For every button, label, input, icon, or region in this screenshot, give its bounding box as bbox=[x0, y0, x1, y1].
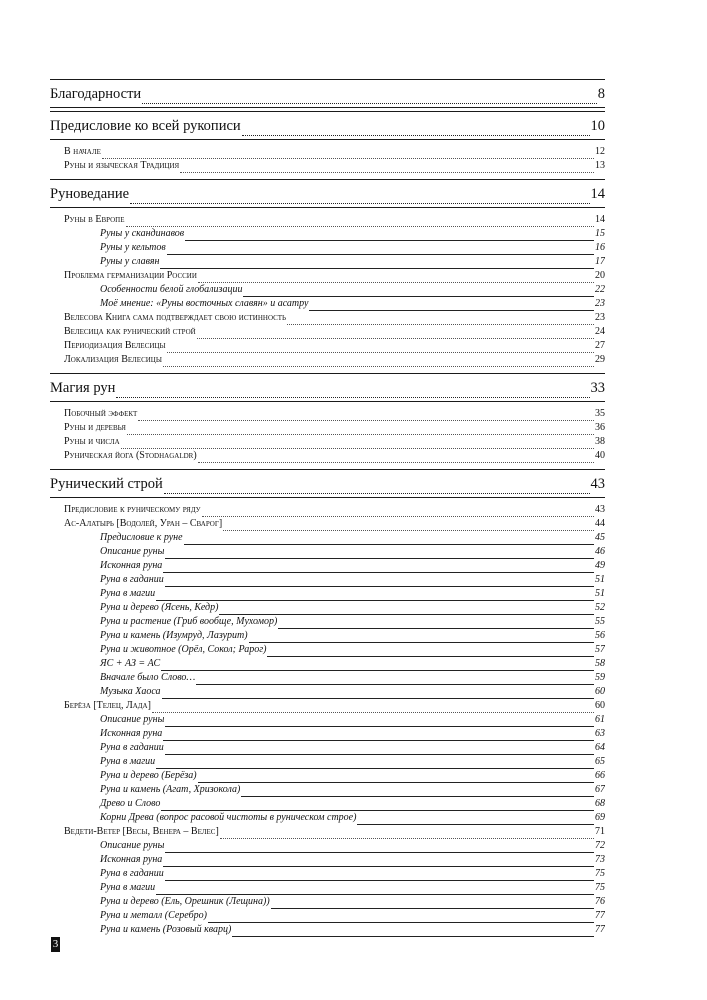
entry-title: Древо и Слово bbox=[100, 798, 161, 809]
dot-leader bbox=[167, 244, 594, 255]
entry-title: Рунический строй bbox=[50, 476, 163, 492]
toc-subsection-entry[interactable] bbox=[50, 559, 605, 573]
entry-page-number: 22 bbox=[595, 284, 605, 295]
toc-section-entry[interactable] bbox=[50, 213, 605, 227]
toc-section-entry[interactable] bbox=[50, 407, 605, 421]
entry-title: Музыка Хаоса bbox=[100, 686, 161, 697]
entry-page-number: 15 bbox=[595, 228, 605, 239]
entry-page-number: 55 bbox=[595, 616, 605, 627]
entry-page-number: 10 bbox=[590, 118, 605, 134]
dot-leader bbox=[208, 912, 594, 923]
dot-leader bbox=[163, 562, 594, 573]
entry-page-number: 27 bbox=[595, 340, 605, 351]
entry-page-number: 33 bbox=[590, 380, 605, 396]
entry-title: Особенности белой глобализации bbox=[100, 284, 243, 295]
dot-leader bbox=[202, 506, 594, 517]
entry-page-number: 61 bbox=[595, 714, 605, 725]
entry-page-number: 77 bbox=[595, 910, 605, 921]
entry-page-number: 8 bbox=[597, 86, 605, 102]
entry-page-number: 24 bbox=[595, 326, 605, 337]
dot-leader bbox=[167, 342, 594, 353]
entry-title: Велесица как рунический строй bbox=[64, 326, 196, 337]
toc-subsection-entry[interactable] bbox=[50, 573, 605, 587]
dot-leader bbox=[185, 230, 594, 241]
entry-title: Руна и животное (Орёл, Сокол; Рарог) bbox=[100, 644, 267, 655]
toc-subsection-entry[interactable] bbox=[50, 297, 605, 311]
entry-title: Проблема германизации России bbox=[64, 270, 197, 281]
entry-title: Руноведание bbox=[50, 186, 130, 202]
toc-subsection-entry[interactable] bbox=[50, 895, 605, 909]
toc-subsection-entry[interactable] bbox=[50, 909, 605, 923]
toc-subsection-entry[interactable] bbox=[50, 671, 605, 685]
dot-leader bbox=[241, 786, 594, 797]
entry-title: Руна и растение (Гриб вообще, Мухомор) bbox=[100, 616, 278, 627]
entry-page-number: 58 bbox=[595, 658, 605, 669]
entry-page-number: 63 bbox=[595, 728, 605, 739]
entry-title: Руны у кельтов bbox=[100, 242, 166, 253]
toc-section-entry[interactable] bbox=[50, 825, 605, 839]
entry-page-number: 64 bbox=[595, 742, 605, 753]
dot-leader bbox=[142, 89, 597, 104]
entry-title: Руны у славян bbox=[100, 256, 160, 267]
entry-page-number: 16 bbox=[595, 242, 605, 253]
entry-title: Локализация Велесицы bbox=[64, 354, 162, 365]
dot-leader bbox=[287, 314, 594, 325]
entry-page-number: 75 bbox=[595, 868, 605, 879]
entry-page-number: 13 bbox=[595, 160, 605, 171]
toc-subsection-entry[interactable] bbox=[50, 783, 605, 797]
toc-chapter-entry[interactable] bbox=[50, 116, 605, 136]
entry-page-number: 73 bbox=[595, 854, 605, 865]
toc-section bbox=[50, 373, 605, 469]
dot-leader bbox=[121, 438, 594, 449]
toc-section-entry[interactable] bbox=[50, 269, 605, 283]
entry-page-number: 12 bbox=[595, 146, 605, 157]
entry-title: Руны и языческая Традиция bbox=[64, 160, 180, 171]
entry-page-number: 71 bbox=[595, 826, 605, 837]
entry-page-number: 68 bbox=[595, 798, 605, 809]
toc-subsection-entry[interactable] bbox=[50, 227, 605, 241]
toc-section bbox=[50, 469, 605, 943]
dot-leader bbox=[116, 383, 589, 398]
dot-leader bbox=[163, 856, 594, 867]
entry-page-number: 51 bbox=[595, 574, 605, 585]
dot-leader bbox=[161, 660, 594, 671]
toc-section-entry[interactable] bbox=[50, 517, 605, 531]
toc-section-entry[interactable] bbox=[50, 449, 605, 463]
dot-leader bbox=[165, 842, 594, 853]
entry-title: Исконная руна bbox=[100, 560, 163, 571]
entry-page-number: 56 bbox=[595, 630, 605, 641]
dot-leader bbox=[164, 479, 590, 494]
entry-page-number: 29 bbox=[595, 354, 605, 365]
entry-page-number: 36 bbox=[595, 422, 605, 433]
entry-title: Предисловие к руне bbox=[100, 532, 183, 543]
dot-leader bbox=[156, 590, 594, 601]
entry-page-number: 14 bbox=[590, 186, 605, 202]
entry-title: Руна и дерево (Берёза) bbox=[100, 770, 197, 781]
dot-leader bbox=[126, 216, 595, 227]
dot-leader bbox=[198, 272, 594, 283]
dot-leader bbox=[223, 520, 594, 531]
entry-title: Руны и числа bbox=[64, 436, 120, 447]
toc-section-entry[interactable] bbox=[50, 421, 605, 435]
entry-title: Побочный эффект bbox=[64, 408, 138, 419]
toc-chapter-entry[interactable] bbox=[50, 378, 605, 398]
entry-title: Берёза [Телец, Лада] bbox=[64, 700, 151, 711]
toc-subsection-entry[interactable] bbox=[50, 255, 605, 269]
entry-page-number: 66 bbox=[595, 770, 605, 781]
entry-page-number: 14 bbox=[595, 214, 605, 225]
dot-leader bbox=[198, 452, 594, 463]
dot-leader bbox=[165, 716, 594, 727]
toc-section-entry[interactable] bbox=[50, 699, 605, 713]
dot-leader bbox=[161, 800, 594, 811]
entry-title: Руна в гадании bbox=[100, 574, 164, 585]
entry-page-number: 75 bbox=[595, 882, 605, 893]
toc-subsection-entry[interactable] bbox=[50, 727, 605, 741]
dot-leader bbox=[232, 926, 594, 937]
entry-page-number: 43 bbox=[595, 504, 605, 515]
table-of-contents bbox=[50, 79, 605, 943]
toc-subsection-entry[interactable] bbox=[50, 629, 605, 643]
page-number: 3 bbox=[52, 938, 59, 950]
entry-page-number: 40 bbox=[595, 450, 605, 461]
toc-subsection-entry[interactable] bbox=[50, 769, 605, 783]
toc-section-entry[interactable] bbox=[50, 325, 605, 339]
entry-title: Руны и деревья bbox=[64, 422, 126, 433]
toc-subsection-entry[interactable] bbox=[50, 881, 605, 895]
entry-title: Руна и дерево (Ель, Орешник (Лещина)) bbox=[100, 896, 270, 907]
entry-title: Исконная руна bbox=[100, 854, 163, 865]
toc-section-entry[interactable] bbox=[50, 353, 605, 367]
toc-subsection-entry[interactable] bbox=[50, 811, 605, 825]
dot-leader bbox=[220, 828, 594, 839]
entry-page-number: 35 bbox=[595, 408, 605, 419]
dot-leader bbox=[163, 356, 594, 367]
dot-leader bbox=[165, 548, 594, 559]
dot-leader bbox=[198, 772, 594, 783]
entry-page-number: 38 bbox=[595, 436, 605, 447]
toc-subsection-entry[interactable] bbox=[50, 283, 605, 297]
toc-subsection-entry[interactable] bbox=[50, 685, 605, 699]
entry-title: Руна и камень (Изумруд, Лазурит) bbox=[100, 630, 248, 641]
entry-page-number: 20 bbox=[595, 270, 605, 281]
dot-leader bbox=[165, 576, 594, 587]
toc-section-entry[interactable] bbox=[50, 311, 605, 325]
entry-page-number: 57 bbox=[595, 644, 605, 655]
dot-leader bbox=[243, 286, 594, 297]
toc-section-entry[interactable] bbox=[50, 145, 605, 159]
entry-page-number: 17 bbox=[595, 256, 605, 267]
dot-leader bbox=[165, 744, 594, 755]
entry-page-number: 49 bbox=[595, 560, 605, 571]
toc-chapter-entry[interactable] bbox=[50, 474, 605, 494]
toc-subsection-entry[interactable] bbox=[50, 853, 605, 867]
dot-leader bbox=[196, 674, 594, 685]
dot-leader bbox=[152, 702, 594, 713]
entry-page-number: 60 bbox=[595, 700, 605, 711]
entry-title: Руна в магии bbox=[100, 882, 156, 893]
entry-title: ЯС + АЗ = АС bbox=[100, 658, 161, 669]
entry-page-number: 23 bbox=[595, 298, 605, 309]
entry-title: Описание руны bbox=[100, 714, 165, 725]
toc-subsection-entry[interactable] bbox=[50, 615, 605, 629]
toc-section bbox=[50, 111, 605, 179]
toc-chapter-entry[interactable] bbox=[50, 184, 605, 204]
dot-leader bbox=[156, 758, 594, 769]
toc-subsection-entry[interactable] bbox=[50, 923, 605, 937]
dot-leader bbox=[184, 534, 594, 545]
entry-title: Благодарности bbox=[50, 86, 142, 102]
entry-page-number: 59 bbox=[595, 672, 605, 683]
entry-page-number: 67 bbox=[595, 784, 605, 795]
dot-leader bbox=[309, 300, 594, 311]
entry-title: Предисловие к руническому ряду bbox=[64, 504, 201, 515]
toc-subsection-entry[interactable] bbox=[50, 531, 605, 545]
entry-page-number: 52 bbox=[595, 602, 605, 613]
entry-page-number: 77 bbox=[595, 924, 605, 935]
dot-leader bbox=[163, 730, 594, 741]
dot-leader bbox=[278, 618, 594, 629]
dot-leader bbox=[271, 898, 594, 909]
dot-leader bbox=[156, 884, 594, 895]
entry-title: Периодизация Велесицы bbox=[64, 340, 166, 351]
entry-title: Руна в гадании bbox=[100, 742, 164, 753]
entry-title: Магия рун bbox=[50, 380, 116, 396]
entry-title: Руна и металл (Серебро) bbox=[100, 910, 207, 921]
dot-leader bbox=[219, 604, 594, 615]
entry-title: Руна в магии bbox=[100, 756, 156, 767]
toc-subsection-entry[interactable] bbox=[50, 601, 605, 615]
toc-subsection-entry[interactable] bbox=[50, 713, 605, 727]
entry-title: Руна и камень (Агат, Хризокола) bbox=[100, 784, 241, 795]
entry-title: Моё мнение: «Руны восточных славян» и асатру bbox=[100, 298, 309, 309]
toc-subsection-entry[interactable] bbox=[50, 643, 605, 657]
entry-title: Руны у скандинавов bbox=[100, 228, 185, 239]
toc-section bbox=[50, 79, 605, 111]
dot-leader bbox=[165, 870, 594, 881]
toc-subsection-entry[interactable] bbox=[50, 657, 605, 671]
dot-leader bbox=[138, 410, 594, 421]
entry-title: В начале bbox=[64, 146, 101, 157]
toc-subsection-entry[interactable] bbox=[50, 755, 605, 769]
dot-leader bbox=[267, 646, 594, 657]
entry-title: Ведети-Ветер [Весы, Венера – Велес] bbox=[64, 826, 219, 837]
entry-title: Описание руны bbox=[100, 546, 165, 557]
dot-leader bbox=[242, 121, 590, 136]
dot-leader bbox=[162, 688, 594, 699]
entry-title: Исконная руна bbox=[100, 728, 163, 739]
toc-section bbox=[50, 179, 605, 373]
toc-section-entry[interactable] bbox=[50, 435, 605, 449]
entry-page-number: 76 bbox=[595, 896, 605, 907]
entry-page-number: 69 bbox=[595, 812, 605, 823]
entry-page-number: 51 bbox=[595, 588, 605, 599]
toc-subsection-entry[interactable] bbox=[50, 545, 605, 559]
dot-leader bbox=[180, 162, 594, 173]
entry-page-number: 65 bbox=[595, 756, 605, 767]
toc-subsection-entry[interactable] bbox=[50, 241, 605, 255]
toc-section-entry[interactable] bbox=[50, 339, 605, 353]
toc-section-entry[interactable] bbox=[50, 503, 605, 517]
entry-page-number: 23 bbox=[595, 312, 605, 323]
entry-title: Руны в Европе bbox=[64, 214, 125, 225]
entry-title: Руна и камень (Розовый кварц) bbox=[100, 924, 232, 935]
entry-page-number: 60 bbox=[595, 686, 605, 697]
dot-leader bbox=[127, 424, 594, 435]
entry-title: Корни Древа (вопрос расовой чистоты в руническом строе) bbox=[100, 812, 357, 823]
entry-page-number: 72 bbox=[595, 840, 605, 851]
entry-title: Предисловие ко всей рукописи bbox=[50, 118, 241, 134]
toc-subsection-entry[interactable] bbox=[50, 867, 605, 881]
entry-title: Руна и дерево (Ясень, Кедр) bbox=[100, 602, 219, 613]
toc-subsection-entry[interactable] bbox=[50, 839, 605, 853]
dot-leader bbox=[160, 258, 594, 269]
toc-chapter-entry[interactable] bbox=[50, 84, 605, 104]
toc-subsection-entry[interactable] bbox=[50, 797, 605, 811]
entry-page-number: 45 bbox=[595, 532, 605, 543]
entry-page-number: 43 bbox=[590, 476, 605, 492]
toc-subsection-entry[interactable] bbox=[50, 741, 605, 755]
dot-leader bbox=[249, 632, 594, 643]
entry-title: Руническая йога (Stodhagaldr) bbox=[64, 450, 197, 461]
dot-leader bbox=[102, 148, 594, 159]
entry-title: Вначале было Слово… bbox=[100, 672, 196, 683]
entry-page-number: 44 bbox=[595, 518, 605, 529]
dot-leader bbox=[130, 189, 589, 204]
entry-title: Велесова Книга сама подтверждает свою истинность bbox=[64, 312, 287, 323]
toc-subsection-entry[interactable] bbox=[50, 587, 605, 601]
entry-page-number: 46 bbox=[595, 546, 605, 557]
dot-leader bbox=[357, 814, 594, 825]
entry-title: Руна в магии bbox=[100, 588, 156, 599]
toc-section-entry[interactable] bbox=[50, 159, 605, 173]
entry-title: Руна в гадании bbox=[100, 868, 164, 879]
entry-title: Ас-Алатырь [Водолей, Уран – Сварог] bbox=[64, 518, 223, 529]
dot-leader bbox=[197, 328, 594, 339]
entry-title: Описание руны bbox=[100, 840, 165, 851]
